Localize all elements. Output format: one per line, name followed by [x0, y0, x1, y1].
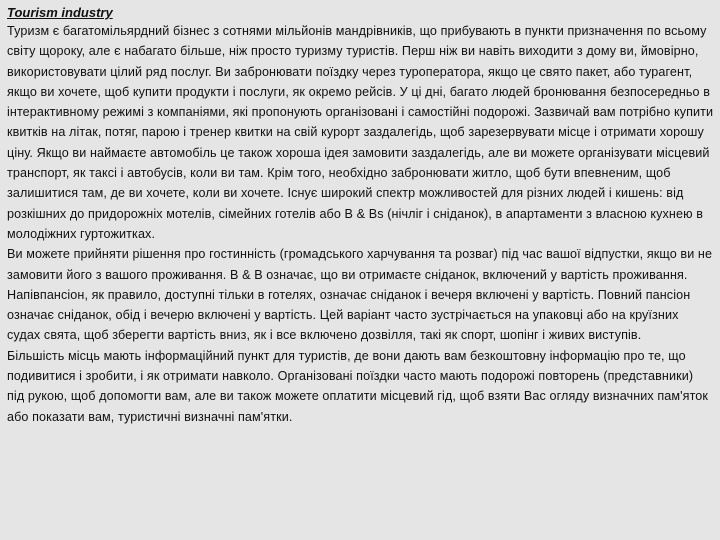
document-title: Tourism industry — [7, 5, 113, 20]
paragraph-hospitality: Ви можете прийняти рішення про гостинність (громадського харчування та розваг) під час вашої відпустки, якщо ви не замовити його з вашого проживання. B & B означає, що ви отримаєте сніданок, включений у вартість проживання. Напівпансіон, як правило, доступні тільки в готелях, означає сніданок і вечеря включені у вартість. Повний пансіон означає сніданок, обід і вечерю включені у вартість. Цей варіант часто зустрічається на упаковці або на круїзних судах свята, щоб зберегти вартість вниз, як і все включено дозвілля, такі як спорт, шопінг і живих виступів. — [7, 247, 713, 343]
paragraph-accommodation: Туризм є багатомільярдний бізнес з сотнями мільйонів мандрівників, що прибувають в пункти призначення по всьому світу щороку, але є набагато більше, ніж просто туризму туристів. Перш ніж ви навіть виходити з дому ви, ймовірно, використовувати цілий ряд послуг. Ви забронювати поїздку через туроператора, якщо це свято пакет, або турагент, якщо ви хочете, щоб купити продукти і послуги, як окремо рейсів. У ці дні, багато людей бронювання безпосередньо в інтерактивному режимі з компаніями, які пропонують організовані і самостійні подорожі. Зазвичай вам потрібно купити квитків на літак, потяг, парою і тренер квитки на свій курорт заздалегідь, щоб зарезервувати місце і отримати хорошу ціну. Якщо ви наймаєте автомобіль це також хороша ідея замовити заздалегідь, але ви можете організувати місцевий транспорт, як таксі і автобусів, коли ви там. Крім того, необхідно забронювати житло, щоб бути впевненим, щоб залишитися там, де ви хочете, коли ви хочете. Існує широкий спектр можливостей для різних людей і кишень: від розкішних до придорожніх мотелів, сімейних готелів або B & Bs (нічліг і сніданок), в апартаменти з власною кухнею в молодіжних гуртожитках. — [7, 24, 714, 241]
paragraph-information: Більшість місць мають інформаційний пункт для туристів, де вони дають вам безкоштовну інформацію про те, що подивитися і зробити, і як отримати навколо. Організовані поїздки часто мають подорожі повторень (представники) під рукою, щоб допомогти вам, але ви також можете оплатити місцевий гід, щоб взяти Вас огляду визначних пам'яток або показати вам, туристичні визначні пам'ятки. — [7, 348, 709, 424]
